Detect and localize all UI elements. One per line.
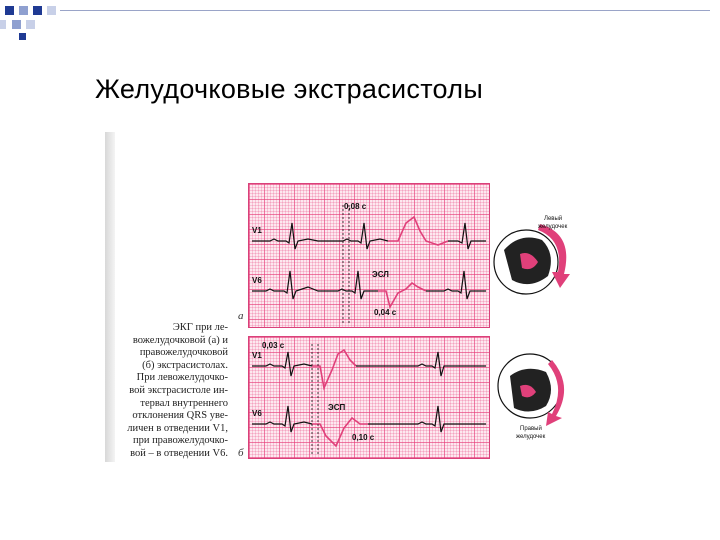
caption-line: личен в отведении V1, (127, 422, 228, 434)
caption-line: вожелудочковой (а) и (132, 334, 228, 346)
lead-label-v1: V1 (252, 226, 262, 235)
lead-label-v6: V6 (252, 409, 262, 418)
extrasystole-trace-v6 (378, 283, 426, 307)
deco-square (19, 33, 26, 40)
extrasystole-trace-v1 (312, 350, 356, 388)
deco-square (47, 6, 56, 15)
figure-edge (105, 132, 115, 462)
deco-square (5, 6, 14, 15)
deco-square (33, 6, 42, 15)
ecg-trace-v1 (252, 223, 388, 249)
interval-label-top: 0,08 с (344, 202, 367, 211)
panel-a-letter: а (238, 310, 244, 322)
ecg-trace-v1-post (448, 223, 486, 249)
caption-line: тервал внутреннего (140, 397, 228, 409)
deco-square (19, 6, 28, 15)
heart-label-line1: Правый (520, 426, 542, 432)
extrasystole-label: ЭСЛ (372, 270, 389, 279)
corner-decoration (0, 0, 70, 40)
panel-b-letter: б (238, 447, 244, 459)
heart-label-line1: Левый (544, 216, 563, 222)
interval-label-top: 0,03 с (262, 341, 285, 350)
caption-line: правожелудочковой (139, 347, 228, 359)
caption-line: вой экстрасистоле ин- (129, 384, 228, 396)
caption-line: отклонения QRS уве- (132, 410, 228, 422)
ecg-trace-v6-post (426, 271, 486, 299)
lead-label-v6: V6 (252, 276, 262, 285)
figure-caption (118, 322, 228, 461)
caption-line: вой – в отведении V6. (130, 447, 228, 459)
ecg-traces-panel-b (248, 336, 488, 457)
title-rule (60, 10, 710, 11)
ecg-trace-v6 (252, 271, 378, 299)
interval-label-bottom: 0,04 с (374, 308, 397, 317)
caption-line: При левожелудочко- (136, 372, 228, 384)
interval-label-bottom: 0,10 с (352, 433, 375, 442)
deco-square (12, 20, 21, 29)
caption-line: (б) экстрасистолах. (142, 359, 228, 371)
heart-diagram-left-ventricle (490, 210, 582, 302)
slide-title: Желудочковые экстрасистолы (95, 74, 484, 104)
caption-line: при правожелудочко- (132, 435, 228, 447)
deco-square (0, 20, 6, 29)
caption-line: ЭКГ при ле- (172, 322, 228, 333)
extrasystole-label: ЭСП (328, 403, 346, 412)
ecg-traces-panel-a (248, 183, 488, 326)
lead-label-v1: V1 (252, 351, 262, 360)
heart-diagram-right-ventricle (490, 346, 582, 440)
heart-label-line2: желудочек (516, 434, 546, 440)
deco-square (26, 20, 35, 29)
ecg-trace-v6-post (368, 406, 486, 432)
extrasystole-trace-v1 (388, 217, 448, 245)
heart-label-line2: желудочек (538, 224, 568, 230)
ecg-trace-v1-post (356, 352, 486, 376)
